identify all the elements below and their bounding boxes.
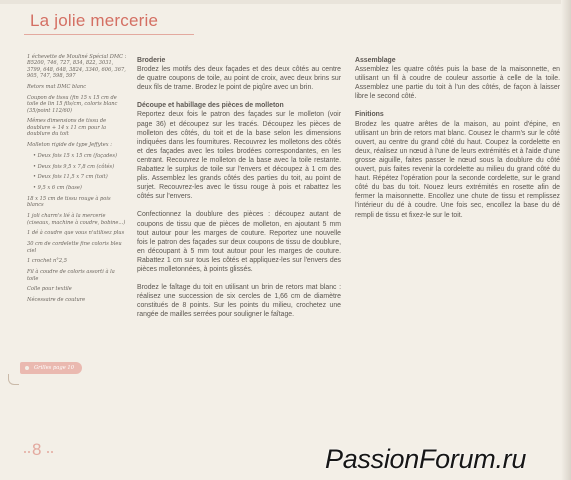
dot-icon <box>24 451 26 453</box>
list-item: Nécessaire de couture <box>27 297 86 304</box>
tag-label: Grilles page 10 <box>34 365 75 371</box>
list-item: 18 x 15 cm de tissu rouge à pois blancs <box>27 196 111 209</box>
list-item: 1 crochet n°2,5 <box>27 258 67 265</box>
list-item: • 9,5 x 6 cm (base) <box>33 185 82 192</box>
paragraph: Brodez les quatre arêtes de la maison, au point d'épine, en utilisant un brin de retors mat blanc. Cousez le charm's sur le côté ouvert, au centre du grand côté du haut. Coupez la cordelette en deux, réalisez un nœud à l'une de leurs extrémités et à l'aide d'une grosse aiguille, faites passer le nœud sous la doublure du côté ouvert, puis faites revenir la cordelette au milieu du grand côté du haut. Répétez l'opération pour la seconde cordelette, sur le grand côté du bas du toit. Nouez leurs extrémités en rosette afin de fermer la maisonnette. Encollez une chute de tissu et remplissez l'intérieur du dé à coudre. Une fois sec, encollez la base du dé rempli de tissu et fixez-le sur le toit. <box>355 120 560 219</box>
paragraph: Brodez le faîtage du toit en utilisant un brin de retors mat blanc : réalisez une succession de six cercles de 1,66 cm de diamètre constitués de 8 points. Sur les points du milieu, crochetez une rangée de mailles serrées pour souligner le faîtage. <box>137 284 341 319</box>
list-item: Fil à coudre de coloris assorti à la toile <box>27 269 115 282</box>
instructions-column-middle <box>137 54 341 328</box>
list-item: Retors mat DMC blanc <box>27 84 87 91</box>
top-strip <box>0 0 571 4</box>
paragraph: Brodez les motifs des deux façades et des deux côtés au centre de quatre coupons de toile, au point de croix, avec deux brins sur deux fils de trame. Brodez le point de piqûre avec un brin. <box>137 66 341 92</box>
dot-icon <box>51 451 53 453</box>
list-item: Colle pour textile <box>27 286 72 293</box>
section-heading: Broderie <box>137 57 166 64</box>
list-item: 30 cm de cordelette fine coloris bleu ciel <box>27 241 122 254</box>
list-item: 1 échevette de Mouliné Spécial DMC : B5200, 746, 727, 834, 822, 3031, 3799, 648, 648, 3824, 3340, 606, 367, 905, 747, 598, 597 <box>27 54 127 80</box>
dot-icon <box>47 451 49 453</box>
paragraph: Assemblez les quatre côtés puis la base de la maisonnette, en utilisant un fil à coudre de couleur assortie à celle de la toile. Assemblez une partie du toit à l'un des côtés, de façon à laisser libre le second côté. <box>355 66 560 101</box>
list-item: 1 joli charm's lié à la mercerie (ciseaux, machine à coudre, bobine...) <box>27 213 126 226</box>
list-item: Mêmes dimensions de tissu de doublure + 14 x 11 cm pour la doublure du toit <box>27 118 107 138</box>
paragraph: Confectionnez la doublure des pièces : découpez autant de coupons de tissu que de pièces de molleton, en ajoutant 5 mm tout autour pour les marges de couture. Reportez une nouvelle fois le patron des façades sur deux coupons de tissu de doublure, en découpant à 5 mm tout autour pour les marges de couture. Rabattez 1 cm sur tous les côtés et appliquez-les sur l'envers des pièces molletonnées, à points glissés. <box>137 211 341 273</box>
tag-string-icon <box>8 374 19 385</box>
tag-hole-icon <box>25 366 29 370</box>
grid-reference-tag <box>20 362 82 374</box>
dot-icon <box>28 451 30 453</box>
list-item: Molleton rigide de type Jeffytex : <box>27 142 112 149</box>
instructions-column-right <box>355 54 560 229</box>
paragraph: Reportez deux fois le patron des façades sur le molleton (voir page 36) et découpez sur les tracés. Découpez les pièces de molleton des côtés, du toit et de la base selon les dimensions indiquées dans les fournitures. Recouvrez les molletons des côtés et des façades avec les toiles brodées correspondantes, en les centrant. Recouvrez le molleton de la base avec la toile restante. Rabattez le surplus de toile sur l'envers et découpez à 1 cm des plis. Assemblez les grands côtés des parties du toit, au point de surjet. Recouvrez-les avec le tissu rouge à pois et rabattez les côtés sur l'envers. <box>137 111 341 201</box>
list-item: • Deux fois 9,5 x 7,8 cm (côtés) <box>33 163 115 170</box>
list-item: Coupon de tissu (fin 15 x 15 cm de toile de lin 15 fils/cm, coloris blanc (35/point 112/60) <box>27 94 118 114</box>
list-item: • Deux fois 11,5 x 7 cm (toit) <box>33 174 108 181</box>
materials-list <box>27 54 127 308</box>
section-heading: Découpe et habillage des pièces de molleton <box>137 102 284 110</box>
page-number: 8 <box>32 440 42 459</box>
page-title: La jolie mercerie <box>30 11 159 30</box>
section-heading: Finitions <box>355 111 384 119</box>
section-heading: Assemblage <box>355 57 396 64</box>
list-item: 1 dé à coudre que vous n'utilisez plus <box>27 230 125 237</box>
list-item: • Deux fois 15 x 15 cm (façades) <box>33 152 117 159</box>
page-edge-shadow <box>561 0 571 480</box>
title-underline <box>24 34 194 35</box>
watermark: PassionForum.ru <box>325 444 527 474</box>
